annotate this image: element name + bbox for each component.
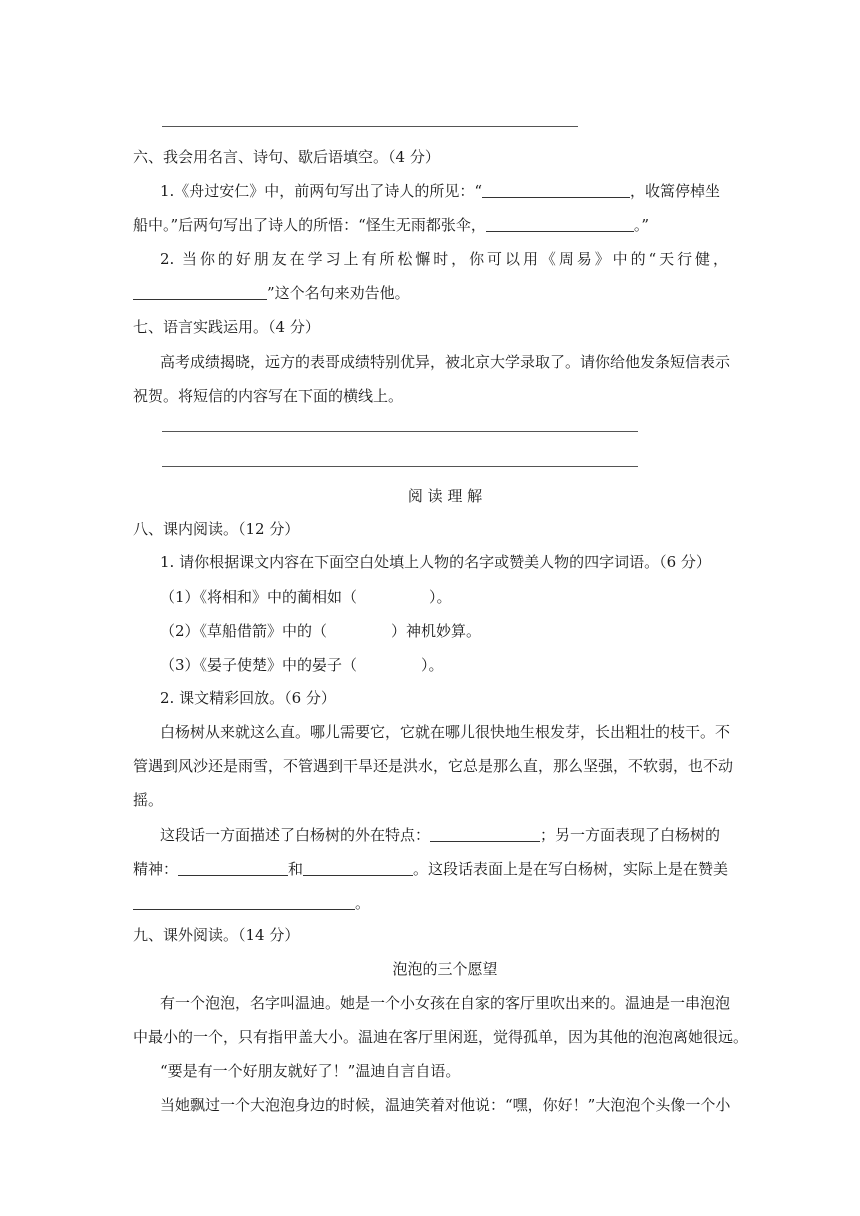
section8-q1-c-post: ）。 <box>421 656 444 674</box>
section8-q2: 2. 课文精彩回放。（6 分） <box>160 689 336 707</box>
section6-q1-text-c: 船中。”后两句写出了诗人的所悟：“怪生无雨都张伞， <box>133 216 486 234</box>
blank-q2[interactable] <box>133 284 267 300</box>
passage-line2: 管遇到风沙还是雨雪，不管遇到干旱还是洪水，它总是那么直，那么坚强，不软弱，也不动 <box>133 757 734 775</box>
section9-heading: 九、课外阅读。（14 分） <box>133 926 300 944</box>
section8-q1-c-pre: （3）《晏子使楚》中的晏子（ <box>160 656 358 674</box>
blank-spirit-2[interactable] <box>303 860 413 876</box>
section6-q2-text-b: ”这个名句来劝告他。 <box>267 284 410 302</box>
story-p3-line1: 当她飘过一个大泡泡身边的时候，温迪笑着对他说：“嘿，你好！”大泡泡个头像一个小 <box>160 1096 731 1114</box>
fill-line2-text-b: 和 <box>288 860 304 878</box>
section8-q1-b <box>160 620 481 642</box>
fill-line2-text-c: 。这段话表面上是在写白杨树，实际上是在赞美 <box>413 860 729 878</box>
answer-line-sms-1[interactable] <box>162 431 638 432</box>
section6-q1-text-d: 。” <box>633 216 650 234</box>
fill-line3-text-b: 。 <box>355 894 371 912</box>
section6-q1-line1 <box>160 180 728 202</box>
fill-line2 <box>133 858 728 880</box>
story-p2: “要是有一个好朋友就好了！”温迪自言自语。 <box>160 1062 461 1080</box>
section6-heading: 六、我会用名言、诗句、歇后语填空。（4 分） <box>133 148 440 166</box>
section6-q1-text-b: ，收篙停棹坐 <box>629 182 720 200</box>
story-p1-line2: 中最小的一个，只有指甲盖大小。温迪在客厅里闲逛，觉得孤单，因为其他的泡泡离她很远。 <box>133 1028 749 1046</box>
section8-q1-b-post: ）神机妙算。 <box>391 622 482 640</box>
section8-heading: 八、课内阅读。（12 分） <box>133 520 300 538</box>
story-title: 泡泡的三个愿望 <box>392 960 498 978</box>
blank-spirit-1[interactable] <box>178 860 288 876</box>
section8-q1-a-post: ）。 <box>429 588 452 606</box>
fill-line1-text-b: ；另一方面表现了白杨树的 <box>540 826 721 844</box>
section7-prompt-line1: 高考成绩揭晓，远方的表哥成绩特别优异，被北京大学录取了。请你给他发条短信表示 <box>160 353 731 371</box>
section8-q1-a <box>160 586 452 608</box>
section8-q1-a-pre: （1）《将相和》中的蔺相如（ <box>160 588 358 606</box>
section6-q1-line2 <box>133 214 649 236</box>
fill-line1-text-a: 这段话一方面描述了白杨树的外在特点： <box>160 826 431 844</box>
blank-praise[interactable] <box>133 894 355 910</box>
blank-q1-first[interactable] <box>482 182 630 198</box>
section8-q1-c <box>160 654 444 676</box>
blank-q1-second[interactable] <box>486 216 634 232</box>
story-p1-line1: 有一个泡泡，名字叫温迪。她是一个小女孩在自家的客厅里吹出来的。温迪是一串泡泡 <box>160 994 731 1012</box>
fill-line3 <box>133 892 370 914</box>
section7-prompt-line2: 祝贺。将短信的内容写在下面的横线上。 <box>133 387 404 405</box>
section6-q2-line2 <box>133 282 410 304</box>
blank-appearance[interactable] <box>430 826 540 842</box>
section6-q2-line1: 2. 当你的好朋友在学习上有所松懈时，你可以用《周易》中的“天行健， <box>160 250 728 268</box>
answer-line-sms-2[interactable] <box>162 466 638 467</box>
answer-line-top <box>162 126 578 127</box>
passage-line1: 白杨树从来就这么直。哪儿需要它，它就在哪儿很快地生根发芽，长出粗壮的枝干。不 <box>160 723 731 741</box>
section8-q1-b-pre: （2）《草船借箭》中的（ <box>160 622 328 640</box>
section6-q1-text-a: 1.《舟过安仁》中，前两句写出了诗人的所见：“ <box>160 182 482 200</box>
fill-line2-text-a: 精神： <box>133 860 179 878</box>
reading-section-title: 阅 读 理 解 <box>407 487 483 505</box>
passage-line3: 摇。 <box>133 791 164 809</box>
section7-heading: 七、语言实践运用。（4 分） <box>133 318 320 336</box>
fill-line1 <box>160 824 728 846</box>
section8-q1: 1. 请你根据课文内容在下面空白处填上人物的名字或赞美人物的四字词语。（6 分） <box>160 553 711 571</box>
